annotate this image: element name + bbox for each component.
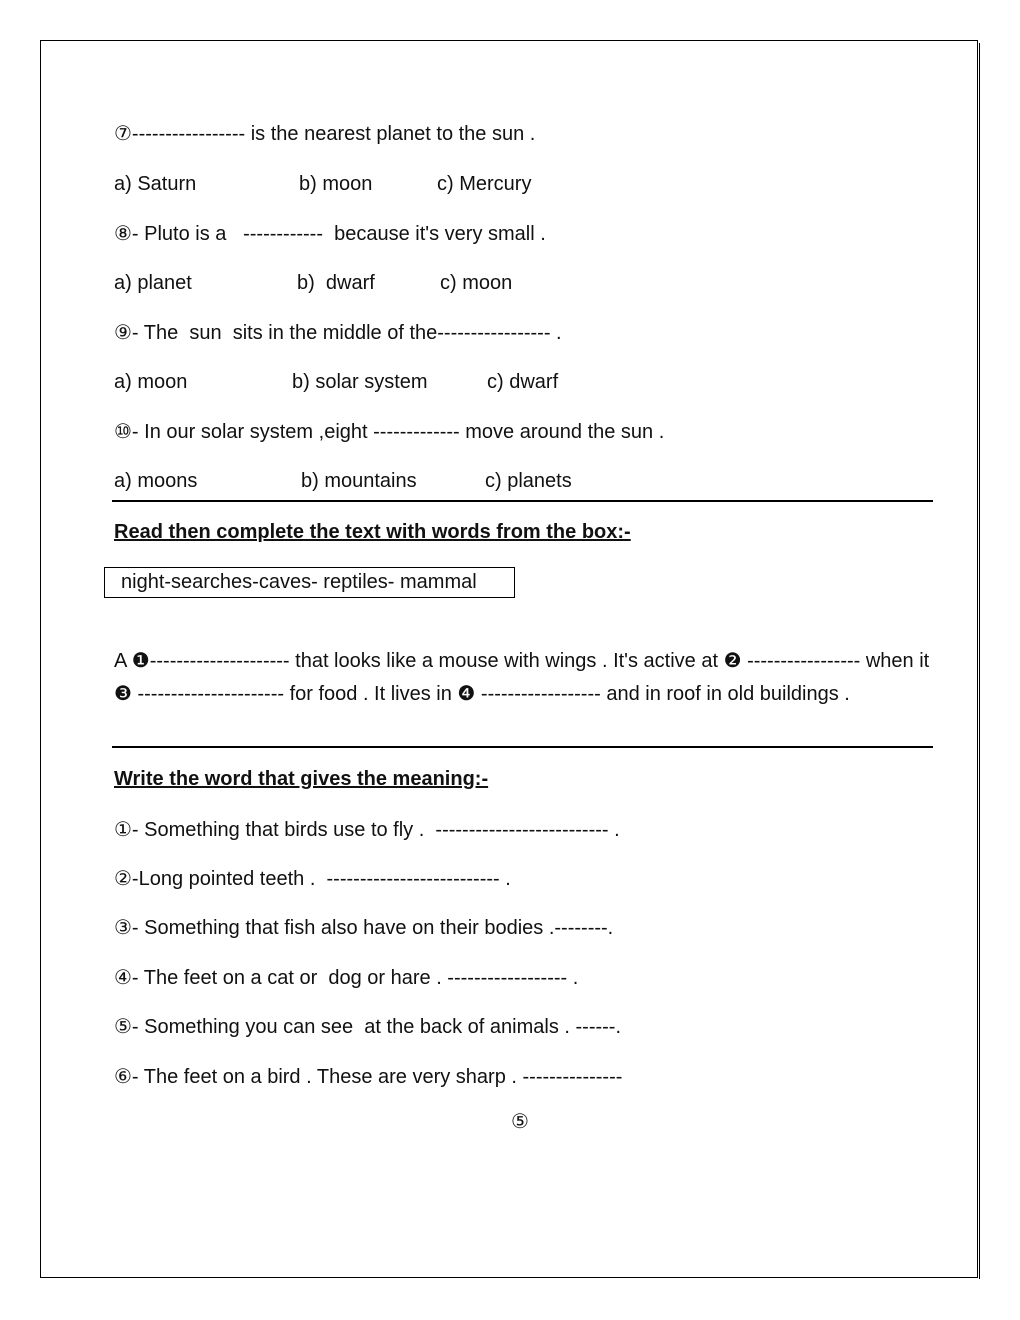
option-c: c) dwarf	[487, 371, 559, 393]
option-b: b) moon	[299, 173, 373, 195]
question-8: ⑧- Pluto is a ------------ because it's very small .	[114, 223, 546, 245]
meaning-item: ⑤- Something you can see at the back of animals . ------.	[114, 1016, 622, 1038]
meaning-item: ②-Long pointed teeth . -------------------------- .	[114, 868, 511, 890]
meaning-item: ④- The feet on a cat or dog or hare . ------------------ .	[114, 967, 579, 989]
option-b: b) solar system	[292, 371, 428, 393]
question-10: ⑩- In our solar system ,eight ------------- move around the sun .	[114, 421, 665, 443]
meaning-item: ①- Something that birds use to fly . -------------------------- .	[114, 819, 620, 841]
option-c: c) moon	[440, 272, 513, 294]
cloze-paragraph: A ❶--------------------- that looks like a mouse with wings . It's active at ❷ ----------------- when it ❸ ---------------------- for food . It lives in ❹ ------------------ and in roof in old buildings .	[114, 650, 930, 705]
option-b: b) dwarf	[297, 272, 375, 294]
option-b: b) mountains	[301, 470, 417, 492]
option-c: c) planets	[485, 470, 572, 492]
option-c: c) Mercury	[437, 173, 532, 195]
section-heading: Read then complete the text with words from the box:-	[114, 521, 631, 543]
page-number: ⑤	[511, 1111, 529, 1133]
option-a: a) moons	[114, 470, 198, 492]
option-a: a) Saturn	[114, 173, 197, 195]
section-heading: Write the word that gives the meaning:-	[114, 768, 489, 790]
option-a: a) moon	[114, 371, 188, 393]
section-divider	[112, 746, 933, 748]
option-a: a) planet	[114, 272, 192, 294]
question-7: ⑦----------------- is the nearest planet to the sun .	[114, 123, 536, 145]
question-9: ⑨- The sun sits in the middle of the----------------- .	[114, 322, 562, 344]
meaning-item: ③- Something that fish also have on their bodies .--------.	[114, 917, 614, 939]
meaning-item: ⑥- The feet on a bird . These are very sharp . ---------------	[114, 1066, 623, 1088]
section-divider	[112, 500, 933, 502]
word-box: night-searches-caves- reptiles- mammal	[104, 567, 515, 598]
